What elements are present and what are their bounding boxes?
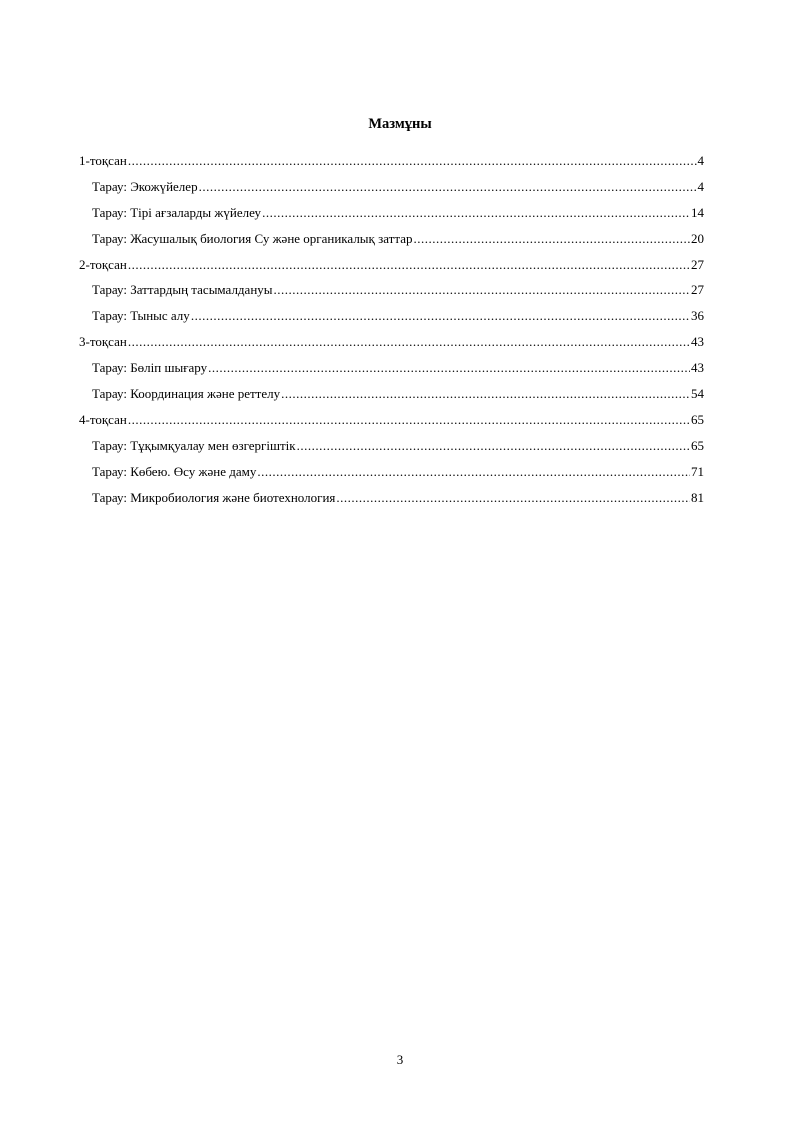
toc-entry-page: 71 bbox=[691, 463, 704, 479]
toc-entry-label: Тарау: Микробиология және биотехнология bbox=[92, 489, 336, 505]
toc-entry-page: 36 bbox=[691, 308, 704, 324]
toc-entry-chapter[interactable] bbox=[79, 436, 704, 462]
toc-entry-chapter[interactable] bbox=[79, 462, 704, 488]
toc-entry-label: Тарау: Заттардың тасымалдануы bbox=[92, 282, 273, 298]
toc-entry-label: Тарау: Бөліп шығару bbox=[92, 360, 208, 376]
toc-entry-label: Тарау: Жасушалық биология Су және органикалық заттар bbox=[92, 230, 413, 246]
toc-entry-page: 20 bbox=[691, 230, 704, 246]
toc-entry-chapter[interactable] bbox=[79, 229, 704, 255]
dot-leader bbox=[336, 488, 690, 508]
toc-entry-chapter[interactable] bbox=[79, 177, 704, 203]
dot-leader bbox=[281, 384, 690, 404]
toc-entry-page: 27 bbox=[691, 282, 704, 298]
table-of-contents bbox=[79, 151, 704, 513]
toc-entry-label: Тарау: Тыныс алу bbox=[92, 308, 190, 324]
page-title: Мазмұны bbox=[368, 116, 432, 132]
toc-entry-label: Тарау: Көбею. Өсу және даму bbox=[92, 463, 257, 479]
dot-leader bbox=[257, 462, 690, 482]
toc-entry-label: 1-тоқсан bbox=[79, 153, 127, 168]
toc-entry-label: 3-тоқсан bbox=[79, 334, 127, 350]
toc-entry-page: 4 bbox=[697, 153, 704, 168]
dot-leader bbox=[191, 306, 690, 326]
toc-entry-chapter[interactable] bbox=[79, 306, 704, 332]
toc-entry-chapter[interactable] bbox=[79, 280, 704, 306]
toc-entry-quarter-3[interactable] bbox=[79, 332, 704, 358]
dot-leader bbox=[297, 436, 690, 456]
toc-entry-label: Тарау: Координация және реттелу bbox=[92, 386, 281, 402]
toc-entry-label: 2-тоқсан bbox=[79, 256, 127, 272]
toc-entry-chapter[interactable] bbox=[79, 358, 704, 384]
toc-entry-page: 54 bbox=[691, 386, 704, 402]
toc-entry-page: 14 bbox=[691, 204, 704, 220]
toc-entry-page: 27 bbox=[691, 256, 704, 272]
toc-entry-page: 81 bbox=[691, 489, 704, 505]
toc-entry-chapter[interactable] bbox=[79, 203, 704, 229]
toc-entry-quarter-4[interactable] bbox=[79, 410, 704, 436]
dot-leader bbox=[208, 358, 690, 378]
dot-leader bbox=[199, 177, 697, 197]
toc-entry-label: Тарау: Тірі ағзаларды жүйелеу bbox=[92, 204, 262, 220]
toc-entry-label: 4-тоқсан bbox=[79, 411, 127, 427]
toc-entry-label: Тарау: Тұқымқуалау мен өзгергіштік bbox=[92, 437, 296, 453]
toc-entry-chapter[interactable] bbox=[79, 384, 704, 410]
dot-leader bbox=[413, 229, 690, 249]
dot-leader bbox=[262, 203, 690, 223]
toc-entry-page: 43 bbox=[691, 360, 704, 376]
toc-entry-label: Тарау: Экожүйелер bbox=[92, 178, 198, 194]
dot-leader bbox=[274, 280, 690, 300]
dot-leader bbox=[128, 410, 690, 430]
toc-entry-quarter-2[interactable] bbox=[79, 255, 704, 281]
dot-leader bbox=[128, 332, 690, 352]
toc-entry-quarter-1[interactable] bbox=[79, 151, 704, 177]
toc-entry-page: 4 bbox=[697, 178, 704, 194]
toc-entry-page: 65 bbox=[691, 411, 704, 427]
toc-entry-page: 65 bbox=[691, 437, 704, 453]
toc-entry-page: 43 bbox=[691, 334, 704, 350]
page-number: 3 bbox=[396, 1052, 404, 1067]
dot-leader bbox=[128, 255, 690, 275]
toc-entry-chapter[interactable] bbox=[79, 488, 704, 514]
dot-leader bbox=[128, 151, 697, 171]
